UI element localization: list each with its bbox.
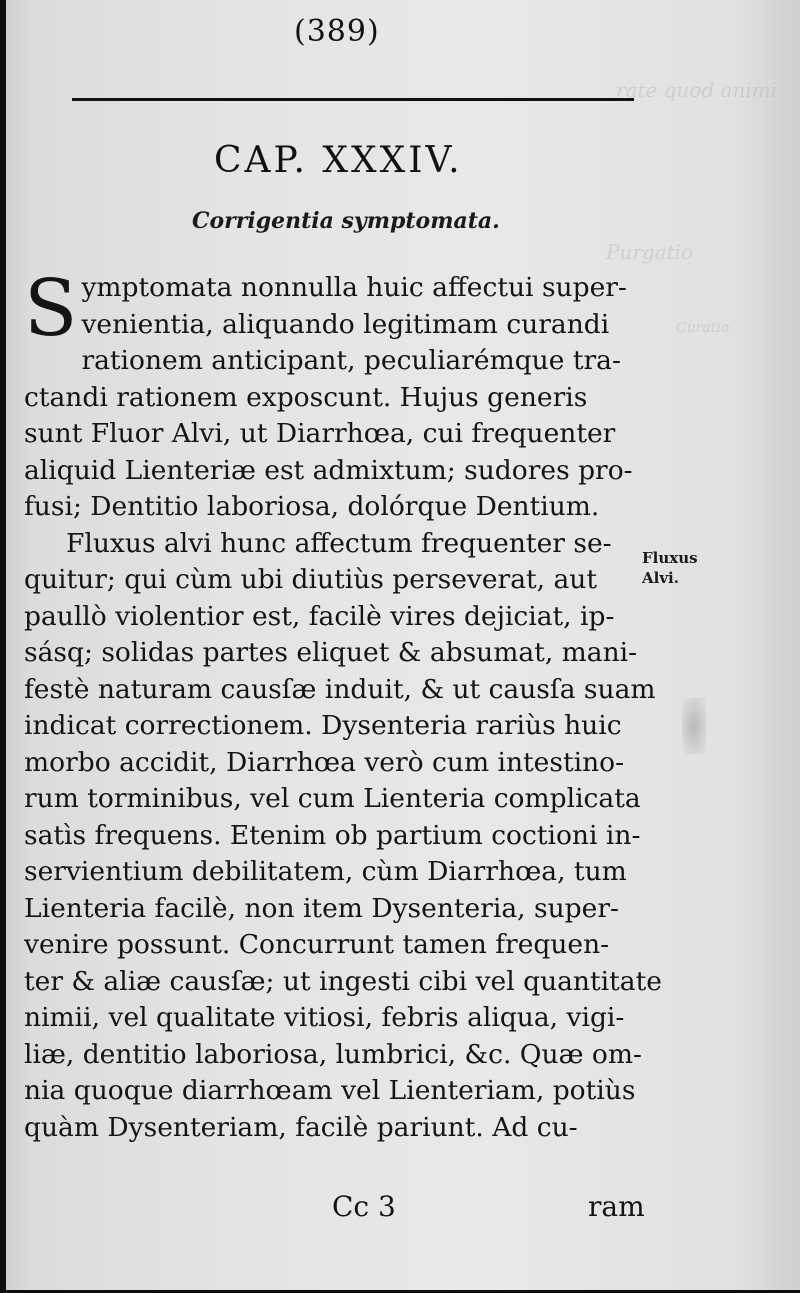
text-line: sunt Fluor Alvi, ut Diarrhœa, cui frequenter — [24, 418, 616, 449]
catchword: ram — [588, 1190, 645, 1223]
text-line: ctandi rationem exposcunt. Hujus generis — [24, 381, 588, 413]
text-line: servientium debilitatem, cùm Diarrhœa, tum — [24, 856, 627, 887]
text-line: quàm Dysenteriam, facilè pariunt. Ad cu- — [24, 1111, 578, 1143]
text-line: sásq; solidas partes eliquet & absumat, mani- — [24, 637, 638, 668]
text-line: ymptomata nonnulla huic affectui super- — [81, 272, 627, 303]
text-line: indicat correctionem. Dysenteria rariùs huic — [24, 710, 622, 741]
text-line: aliquid Lienteriæ est admixtum; sudores pro- — [24, 454, 633, 486]
text-line: quitur; qui cùm ubi diutiùs perseverat, aut — [24, 564, 598, 595]
bleed-through-text: rate quod animi — [616, 78, 778, 102]
margin-note-line: Alvi. — [642, 569, 679, 587]
text-line: venientia, aliquando legitimam curandi — [81, 308, 610, 340]
header-rule — [72, 98, 634, 101]
signature-mark: Cc 3 — [332, 1190, 396, 1223]
text-line: ter & aliæ causſæ; ut ingesti cibi vel quantitate — [24, 965, 662, 997]
margin-note — [642, 548, 698, 588]
ink-smudge — [682, 698, 706, 754]
text-line: satìs frequens. Etenim ob partium coctioni in- — [24, 819, 641, 851]
drop-cap: S — [24, 264, 78, 354]
text-line: Lienteria facilè, non item Dysenteria, super- — [24, 892, 619, 924]
text-line: rationem anticipant, peculiarémque tra- — [81, 345, 621, 376]
text-line: paullò violentior est, facilè vires dejiciat, ip- — [24, 600, 615, 632]
text-line: rum torminibus, vel cum Lienteria complicata — [24, 783, 641, 814]
text-line: nimii, vel qualitate vitiosi, febris aliqua, vigi- — [24, 1002, 625, 1033]
chapter-title: Corrigentia symptomata. — [192, 208, 500, 234]
text-line: festè naturam causſæ induit, & ut causſa suam — [24, 673, 656, 705]
body-text — [24, 264, 662, 1146]
chapter-heading: CAP. XXXIV. — [214, 140, 463, 181]
text-line: nia quoque diarrhœam vel Lienteriam, potiùs — [24, 1075, 636, 1106]
text-line: morbo accidit, Diarrhœa verò cum intestino- — [24, 746, 625, 778]
page-number: (389) — [294, 14, 380, 49]
text-line: venire possunt. Concurrunt tamen frequen- — [24, 929, 610, 960]
text-line: fusi; Dentitio laboriosa, dolórque Dentium. — [24, 491, 600, 522]
text-line: Fluxus alvi hunc affectum frequenter se- — [66, 527, 612, 559]
bleed-through-text: Curatio — [676, 320, 730, 336]
book-page — [6, 0, 800, 1290]
text-line: liæ, dentitio laboriosa, lumbrici, &c. Quæ om- — [24, 1038, 642, 1070]
bleed-through-text: Purgatio — [606, 240, 694, 264]
margin-note-line: Fluxus — [642, 549, 698, 567]
